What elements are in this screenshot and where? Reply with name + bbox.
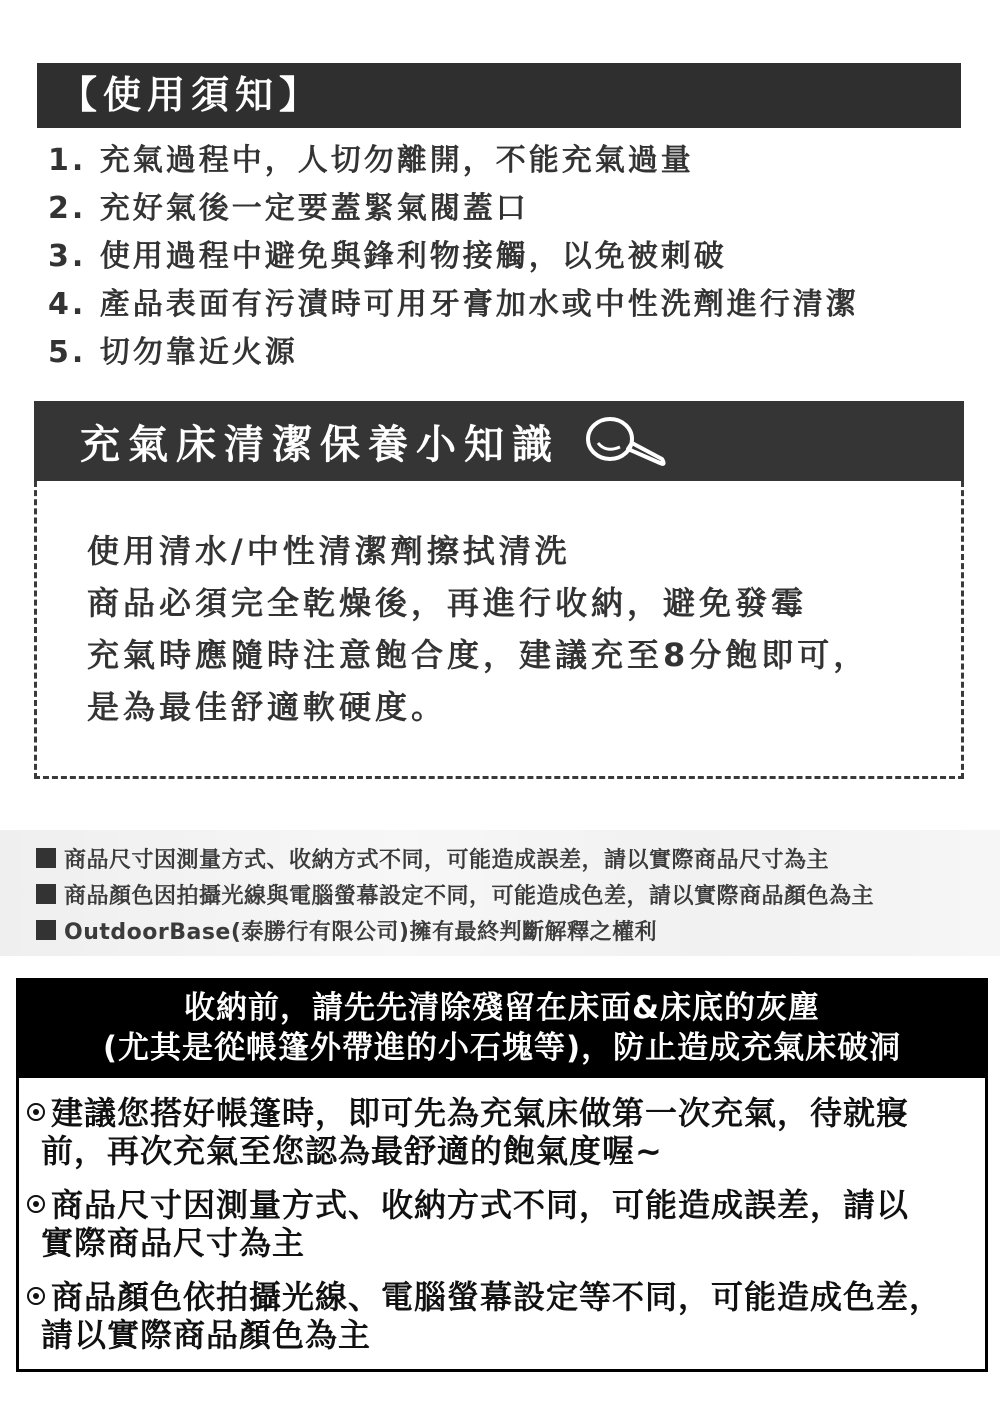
- usage-item: 3. 使用過程中避免與鋒利物接觸，以免被刺破: [48, 239, 727, 274]
- square-bullet-icon: [36, 920, 56, 940]
- circle-bullet-icon: [27, 1195, 45, 1213]
- storage-header-line: (尤其是從帳篷外帶進的小石塊等)，防止造成充氣床破洞: [102, 1030, 902, 1066]
- storage-tips-box: [16, 1078, 988, 1372]
- disclaimer-text: 商品尺寸因測量方式、收納方式不同，可能造成誤差，請以實際商品尺寸為主: [64, 847, 830, 873]
- usage-notice-list: [48, 137, 859, 377]
- storage-header: [16, 978, 988, 1078]
- storage-tip-text: 實際商品尺寸為主: [41, 1224, 306, 1262]
- square-bullet-icon: [36, 848, 56, 868]
- circle-bullet-icon: [27, 1103, 45, 1121]
- storage-tip: [27, 1186, 987, 1262]
- care-tip-line: 充氣時應隨時注意飽合度，建議充至8分飽即可，: [87, 636, 870, 674]
- disclaimer-text: 商品顏色因拍攝光線與電腦螢幕設定不同，可能造成色差，請以實際商品顏色為主: [64, 883, 875, 909]
- care-tips-title: 充氣床清潔保養小知識: [80, 421, 560, 468]
- disclaimer-item: [36, 912, 874, 948]
- usage-item: 1. 充氣過程中，人切勿離開，不能充氣過量: [48, 143, 694, 178]
- storage-tip: [27, 1278, 987, 1354]
- disclaimer-item: [36, 876, 874, 912]
- usage-notice-title: 【使用須知】: [37, 63, 961, 128]
- care-tips-header: [34, 401, 964, 481]
- disclaimer-item: [36, 840, 874, 876]
- storage-tip: [27, 1094, 987, 1170]
- care-tip-line: 是為最佳舒適軟硬度。: [87, 688, 448, 726]
- care-tips-box: [34, 481, 964, 779]
- square-bullet-icon: [36, 884, 56, 904]
- circle-bullet-icon: [27, 1287, 45, 1305]
- care-tip-line: 商品必須完全乾燥後，再進行收納，避免發霉: [87, 584, 808, 622]
- disclaimer-text: OutdoorBase(泰勝行有限公司)擁有最終判斷解釋之權利: [64, 919, 657, 945]
- storage-header-line: 收納前，請先先清除殘留在床面&床底的灰塵: [183, 990, 821, 1026]
- storage-tip-text: 商品顏色依拍攝光線、電腦螢幕設定等不同，可能造成色差，: [51, 1278, 943, 1316]
- usage-item: 2. 充好氣後一定要蓋緊氣閥蓋口: [48, 191, 529, 226]
- care-tip-line: 使用清水/中性清潔劑擦拭清洗: [87, 532, 571, 570]
- storage-tip-text: 請以實際商品顏色為主: [41, 1316, 372, 1354]
- storage-tip-text: 商品尺寸因測量方式、收納方式不同，可能造成誤差，請以: [51, 1186, 910, 1224]
- storage-tip-text: 前，再次充氣至您認為最舒適的飽氣度喔~: [41, 1132, 663, 1170]
- usage-item: 4. 產品表面有污漬時可用牙膏加水或中性洗劑進行清潔: [48, 287, 859, 322]
- storage-tip-text: 建議您搭好帳篷時，即可先為充氣床做第一次充氣，待就寢: [51, 1094, 910, 1132]
- usage-item: 5. 切勿靠近火源: [48, 335, 298, 370]
- magnifier-icon: [582, 411, 668, 471]
- disclaimer-list: [36, 840, 874, 948]
